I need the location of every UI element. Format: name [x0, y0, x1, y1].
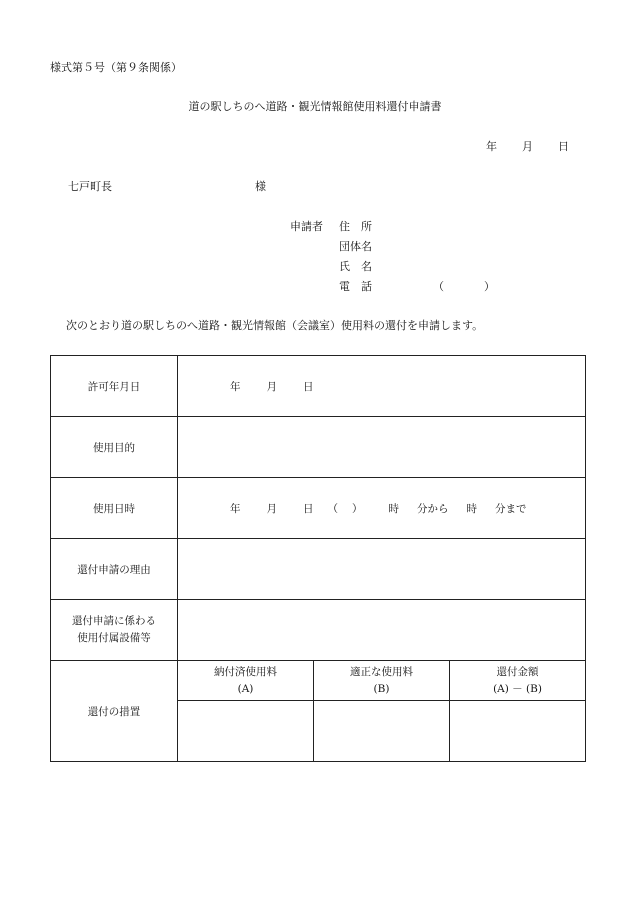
- permit-date-field[interactable]: [178, 356, 586, 417]
- phone-paren-open: （: [433, 280, 444, 293]
- refund-amount-label: 還付金額: [496, 665, 539, 678]
- dt-month: 月: [266, 502, 277, 515]
- dt-hour-end: 時: [466, 502, 477, 515]
- datetime-label: 使用日時: [51, 478, 178, 539]
- row-purpose: [51, 417, 586, 478]
- paid-fee-label: 納付済使用料: [214, 665, 277, 678]
- paid-fee-field[interactable]: [178, 701, 314, 762]
- addressee-honorific: 様: [255, 180, 266, 193]
- year-label: 年: [486, 140, 497, 153]
- day-label: 日: [558, 140, 569, 153]
- month-label: 月: [522, 140, 533, 153]
- dt-hour-start: 時: [388, 502, 399, 515]
- refund-amount-field[interactable]: [450, 701, 586, 762]
- permit-month: 月: [266, 380, 277, 393]
- addressee-name: 七戸町長: [68, 180, 112, 193]
- proper-fee-code: (B): [373, 682, 390, 695]
- page-title: 道の駅しちのへ道路・観光情報館使用料還付申請書: [188, 100, 442, 113]
- row-equipment: [51, 600, 586, 661]
- proper-fee-label: 適正な使用料: [350, 665, 413, 678]
- form-number: 様式第５号（第９条関係）: [50, 61, 182, 74]
- col-proper-fee-header: [314, 661, 450, 701]
- applicant-address-label: 住 所: [339, 220, 372, 233]
- measure-label: 還付の措置: [51, 661, 178, 762]
- applicant-phone-label: 電 話: [339, 280, 372, 293]
- applicant-name-label: 氏 名: [339, 260, 372, 273]
- col-refund-amount-header: [450, 661, 586, 701]
- permit-day: 日: [303, 380, 314, 393]
- row-datetime: [51, 478, 586, 539]
- dt-paren-close: ）: [352, 502, 363, 515]
- dt-from: 分から: [417, 502, 449, 515]
- equipment-label: [51, 600, 178, 661]
- row-measure-header: [51, 661, 586, 701]
- dt-until: 分まで: [495, 502, 527, 515]
- phone-paren-close: ）: [484, 280, 495, 293]
- dt-paren-open: （: [327, 502, 338, 515]
- applicant-label: 申請者: [290, 220, 323, 233]
- equipment-label-line2: 使用付属設備等: [77, 632, 151, 644]
- reason-label: 還付申請の理由: [51, 539, 178, 600]
- equipment-label-line1: 還付申請に係わる: [72, 615, 156, 628]
- dt-day: 日: [303, 502, 314, 515]
- paid-fee-code: (A): [237, 682, 254, 695]
- col-paid-fee-header: [178, 661, 314, 701]
- intro-text: 次のとおり道の駅しちのへ道路・観光情報館（会議室）使用料の還付を申請します。: [66, 319, 484, 332]
- proper-fee-field[interactable]: [314, 701, 450, 762]
- equipment-field[interactable]: [178, 600, 586, 661]
- permit-year: 年: [230, 380, 241, 393]
- purpose-field[interactable]: [178, 417, 586, 478]
- applicant-group-label: 団体名: [339, 240, 372, 253]
- refund-amount-formula: (A) － (B): [493, 682, 542, 695]
- row-permit-date: [51, 356, 586, 417]
- dt-year: 年: [230, 502, 241, 515]
- reason-field[interactable]: [178, 539, 586, 600]
- row-reason: [51, 539, 586, 600]
- submission-date: [486, 141, 569, 152]
- datetime-field[interactable]: [178, 478, 586, 539]
- permit-date-label: 許可年月日: [51, 356, 178, 417]
- purpose-label: 使用目的: [51, 417, 178, 478]
- application-table: [50, 355, 586, 762]
